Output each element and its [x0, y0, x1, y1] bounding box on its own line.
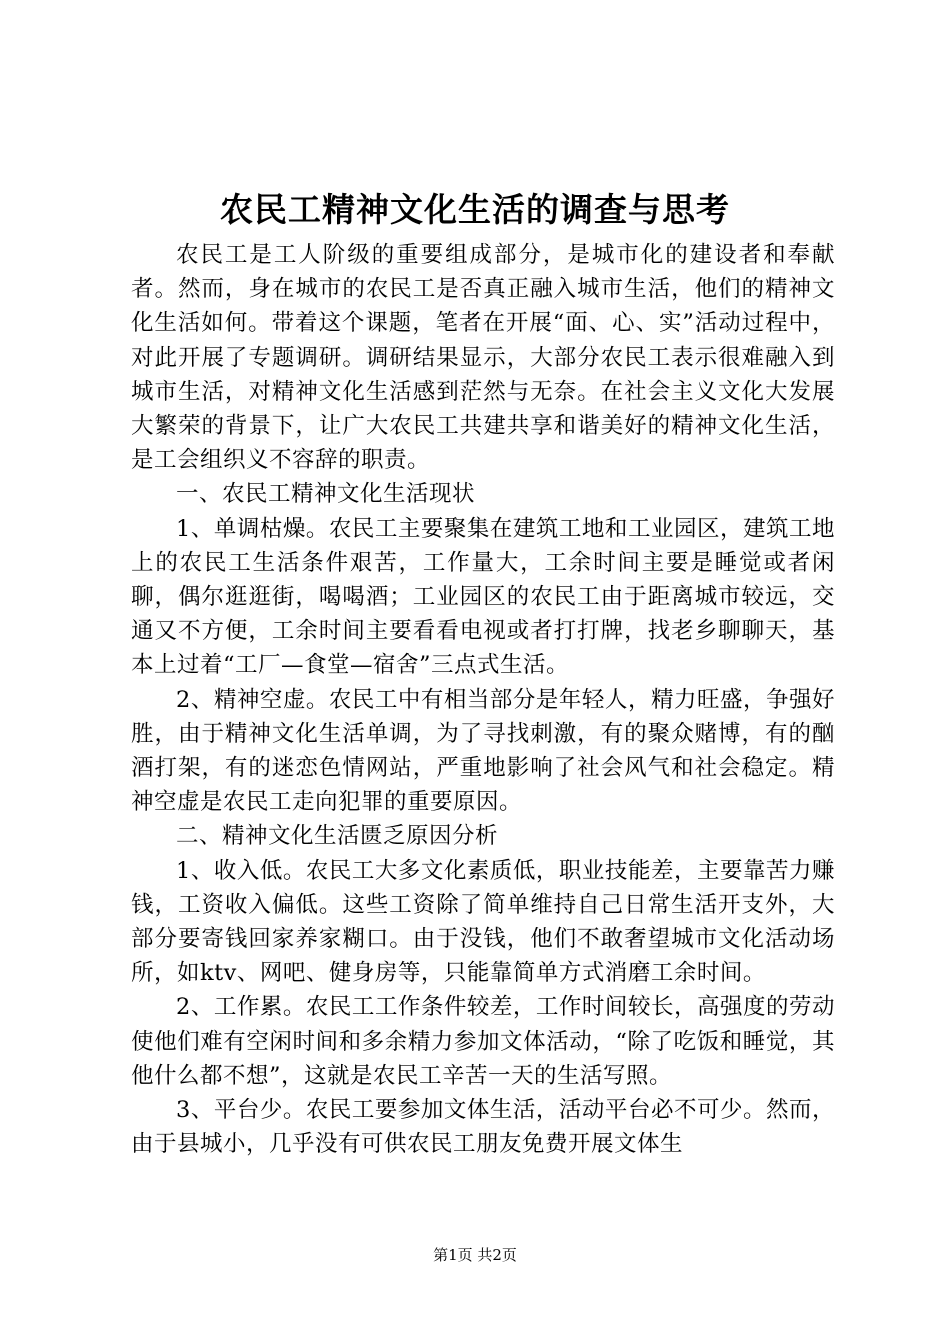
document-body: [131, 238, 835, 1161]
section-heading-1: 一、农民工精神文化生活现状: [176, 481, 476, 508]
paragraph-low-income: 1、收入低。农民工大多文化素质低，职业技能差，主要靠苦力赚钱，工资收入偏低。这些工资除了简单维持自己日常生活开支外，大部分要寄钱回家养家糊口。由于没钱，他们不敢奢望城市文化活动场所，如ktv、网吧、健身房等，只能靠简单方式消磨工余时间。: [131, 857, 835, 987]
paragraph-emptiness: 2、精神空虚。农民工中有相当部分是年轻人，精力旺盛，争强好胜，由于精神文化生活单调，为了寻找刺激，有的聚众赌博，有的酗酒打架，有的迷恋色情网站，严重地影响了社会风气和社会稳定。精神空虚是农民工走向犯罪的重要原因。: [131, 686, 835, 816]
paragraph-monotony: 1、单调枯燥。农民工主要聚集在建筑工地和工业园区，建筑工地上的农民工生活条件艰苦，工作量大，工余时间主要是睡觉或者闲聊，偶尔逛逛街，喝喝酒；工业园区的农民工由于距离城市较远，交通又不方便，工余时间主要看看电视或者打打牌，找老乡聊聊天，基本上过着“工厂—食堂—宿舍”三点式生活。: [131, 515, 835, 679]
page-number: 第1页 共2页: [433, 1246, 517, 1264]
paragraph-few-platforms: 3、平台少。农民工要参加文体生活，活动平台必不可少。然而，由于县城小，几乎没有可供农民工朋友免费开展文体生: [131, 1097, 835, 1158]
paragraph-intro: 农民工是工人阶级的重要组成部分，是城市化的建设者和奉献者。然而，身在城市的农民工是否真正融入城市生活，他们的精神文化生活如何。带着这个课题，笔者在开展“面、心、实”活动过程中，对此开展了专题调研。调研结果显示，大部分农民工表示很难融入到城市生活，对精神文化生活感到茫然与无奈。在社会主义文化大发展大繁荣的背景下，让广大农民工共建共享和谐美好的精神文化生活，是工会组织义不容辞的职责。: [131, 242, 835, 474]
section-heading-2: 二、精神文化生活匮乏原因分析: [176, 823, 499, 850]
document-title: 农民工精神文化生活的调查与思考: [220, 190, 730, 229]
paragraph-tiring-work: 2、工作累。农民工工作条件较差，工作时间较长，高强度的劳动使他们难有空闲时间和多余精力参加文体活动，“除了吃饭和睡觉，其他什么都不想”，这就是农民工辛苦一天的生活写照。: [131, 994, 835, 1089]
